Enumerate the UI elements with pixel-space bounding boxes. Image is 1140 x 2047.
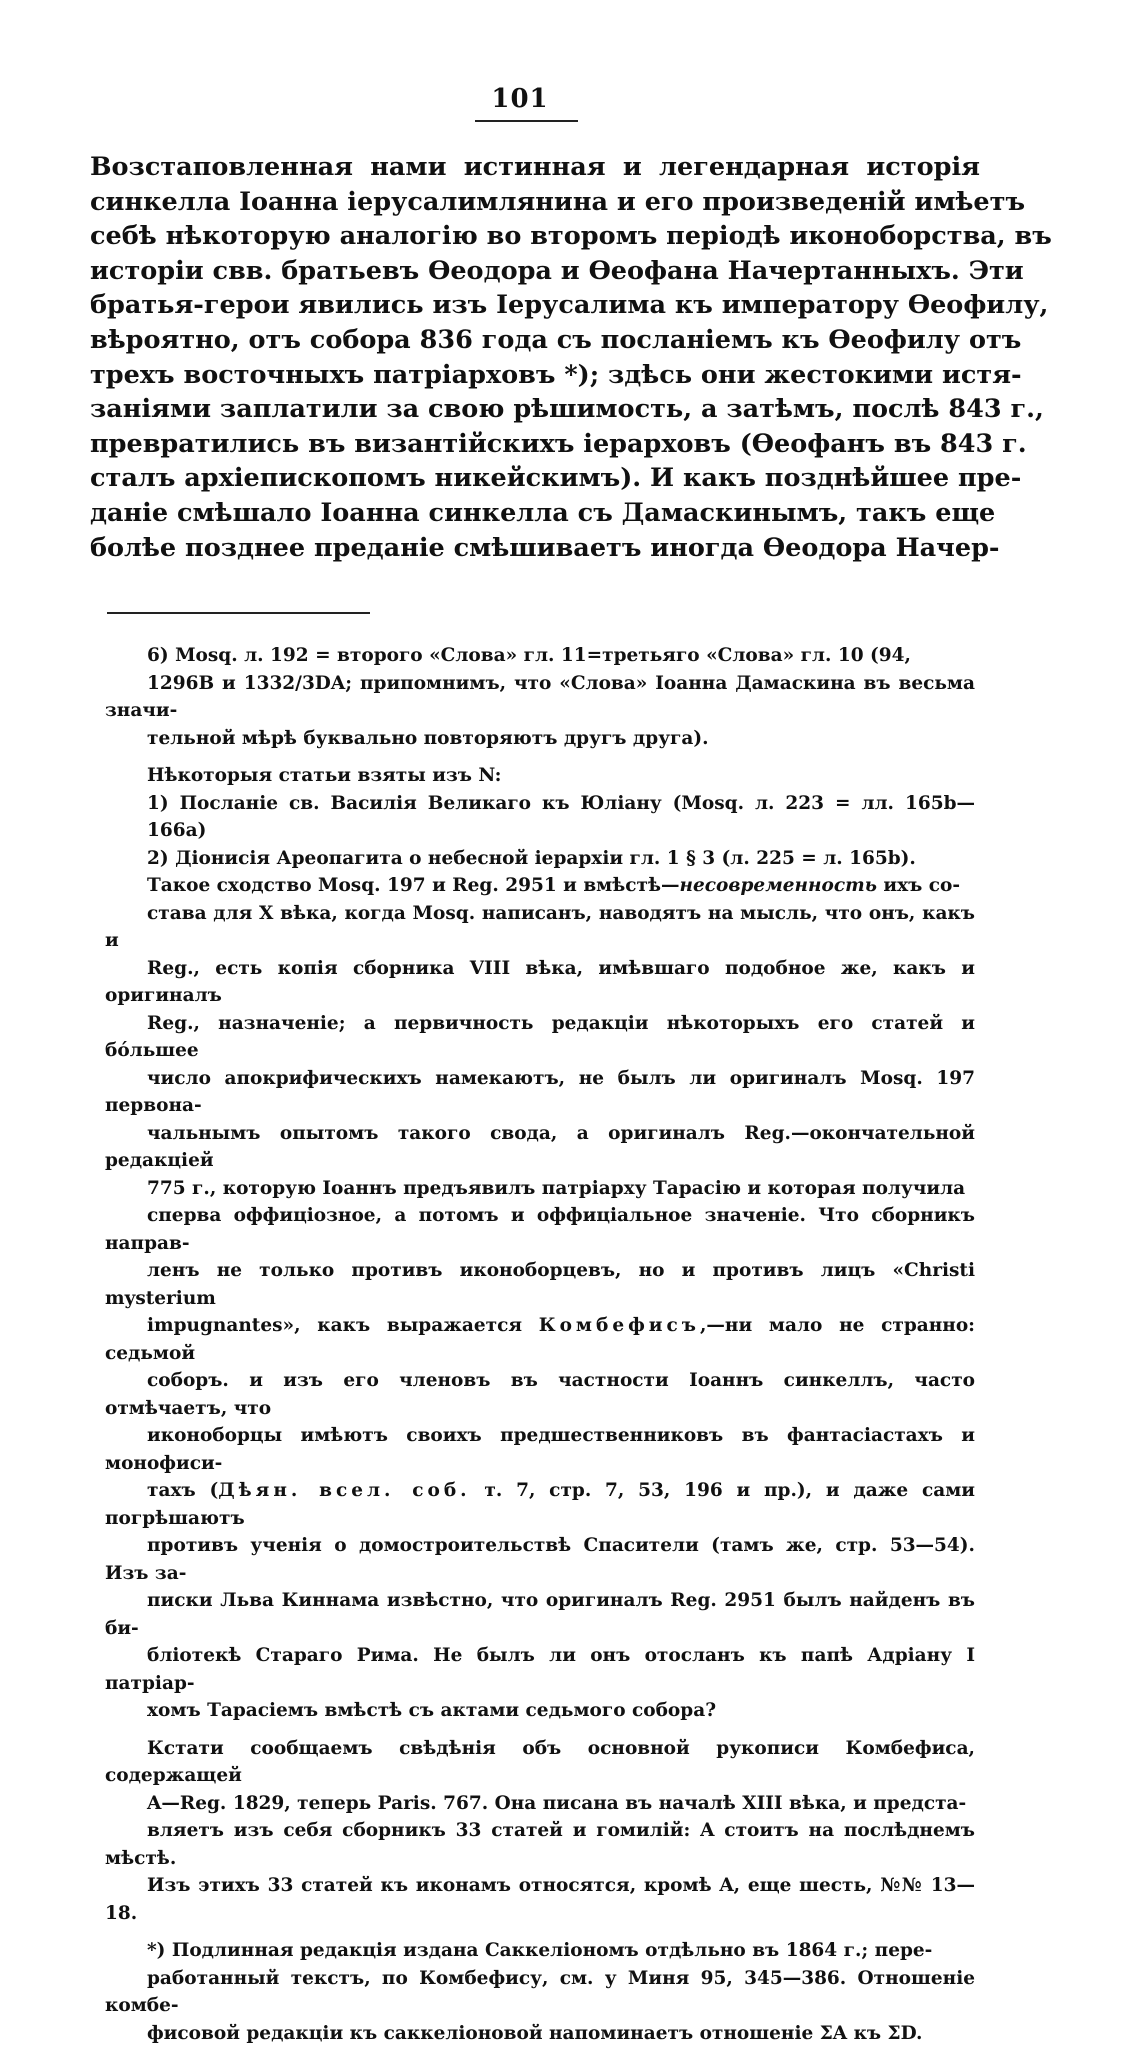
main-line: трехъ восточныхъ патріарховъ *); здѣсь они жестокими истя- — [90, 358, 980, 393]
articles-heading: Нѣкоторыя статьи взяты изъ N: — [105, 762, 975, 790]
text-run: ихъ со- — [877, 875, 960, 896]
main-line: братья-герои явились изъ Іерусалима къ императору Ѳеофилу, — [90, 288, 980, 323]
main-line: исторіи свв. братьевъ Ѳеодора и Ѳеофана Начертанныхъ. Эти — [90, 254, 980, 289]
emphasis-text: несовременность — [679, 875, 876, 896]
footnotes — [105, 642, 975, 2047]
note-line: число апокрифическихъ намекаютъ, не былъ ли оригиналъ Mosq. 197 первона- — [105, 1065, 975, 1120]
text-run: т. 7, стр. 7, 53, 196 и пр.), и даже сами погрѣшаютъ — [105, 1480, 975, 1529]
articles-list — [105, 790, 975, 873]
text-run: тахъ ( — [147, 1480, 218, 1501]
note-line: бліотекѣ Стараго Рима. Не былъ ли онъ отосланъ къ папѣ Адріану I патріар- — [105, 1642, 975, 1697]
page-number-rule — [475, 120, 578, 122]
page-number: 101 — [0, 84, 1040, 114]
note-line: тельной мѣрѣ буквально повторяютъ другъ друга). — [105, 725, 975, 753]
main-line: даніе смѣшало Іоанна синкелла съ Дамаскинымъ, такъ еще — [90, 496, 980, 531]
note-line: *) Подлинная редакція издана Саккеліономъ отдѣльно въ 1864 г.; пере- — [105, 1937, 975, 1965]
text-run: ,—ни мало не странно: седьмой — [105, 1315, 975, 1364]
note-line: става для X вѣка, когда Mosq. написанъ, наводятъ на мысль, что онъ, какъ и — [105, 900, 975, 955]
main-text — [90, 150, 980, 565]
note-line: 1296B и 1332/3DA; припомнимъ, что «Слова» Іоанна Дамаскина въ весьма значи- — [105, 670, 975, 725]
note-line: Reg., назначеніе; а первичность редакціи нѣкоторыхъ его статей и бóльшее — [105, 1010, 975, 1065]
main-line: превратились въ византійскихъ іерарховъ (Ѳеофанъ въ 843 г. — [90, 427, 980, 462]
note-line — [105, 872, 975, 900]
list-item: 2) Діонисія Ареопагита о небесной іерархіи гл. 1 § 3 (л. 225 = л. 165b). — [147, 845, 975, 873]
kombefis-paragraph — [105, 1735, 975, 1928]
note-line: ленъ не только противъ иконоборцевъ, но и противъ лицъ «Christi mysterium — [105, 1257, 975, 1312]
main-line: вѣроятно, отъ собора 836 года съ посланіемъ къ Ѳеофилу отъ — [90, 323, 980, 358]
footnote-6 — [105, 642, 975, 752]
spaced-citation: Дѣян. всел. соб. — [218, 1480, 470, 1501]
note-line: Кстати сообщаемъ свѣдѣнія объ основной рукописи Комбефиса, содержащей — [105, 1735, 975, 1790]
note-line: Reg., есть копія сборника VIII вѣка, имѣвшаго подобное же, какъ и оригиналъ — [105, 955, 975, 1010]
note-line — [105, 1312, 975, 1367]
note-line: фисовой редакціи къ саккеліоновой напоминаетъ отношеніе ΣA къ ΣD. — [105, 2020, 975, 2047]
list-item: 1) Посланіе св. Василія Великаго къ Юліану (Mosq. л. 223 = лл. 165b—166a) — [147, 790, 975, 845]
main-line: себѣ нѣкоторую аналогію во второмъ періодѣ иконоборства, въ — [90, 219, 980, 254]
note-line: чальнымъ опытомъ такого свода, а оригиналъ Reg.—окончательной редакціей — [105, 1120, 975, 1175]
main-line: сталъ архіепископомъ никейскимъ). И какъ позднѣйшее пре- — [90, 461, 980, 496]
note-line — [105, 1477, 975, 1532]
similarity-paragraph — [105, 872, 975, 1725]
note-line: иконоборцы имѣютъ своихъ предшественниковъ въ фантасіастахъ и монофиси- — [105, 1422, 975, 1477]
main-line: синкелла Іоанна іерусалимлянина и его произведеній имѣетъ — [90, 185, 980, 220]
footnote-separator — [107, 612, 370, 614]
note-line: 775 г., которую Іоаннъ предъявилъ патріарху Тарасію и которая получила — [105, 1175, 975, 1203]
note-line: 6) Mosq. л. 192 = второго «Слова» гл. 11=третьяго «Слова» гл. 10 (94, — [105, 642, 975, 670]
main-line: Возстаповленная нами истинная и легендарная исторія — [90, 150, 980, 185]
main-line: болѣе позднее преданіе смѣшиваетъ иногда Ѳеодора Начер- — [90, 531, 980, 566]
note-line: хомъ Тарасіемъ вмѣстѣ съ актами седьмого собора? — [105, 1697, 975, 1725]
note-line: A—Reg. 1829, теперь Paris. 767. Она писана въ началѣ XIII вѣка, и предста- — [105, 1790, 975, 1818]
note-line: вляетъ изъ себя сборникъ 33 статей и гомилій: A стоитъ на послѣднемъ мѣстѣ. — [105, 1817, 975, 1872]
text-run: impugnantes», какъ выражается — [147, 1315, 539, 1336]
note-line: противъ ученія о домостроительствѣ Спасители (тамъ же, стр. 53—54). Изъ за- — [105, 1532, 975, 1587]
spaced-name: Комбефисъ — [539, 1315, 700, 1336]
note-line: соборъ. и изъ его членовъ въ частности Іоаннъ синкеллъ, часто отмѣчаетъ, что — [105, 1367, 975, 1422]
asterisk-footnote — [105, 1937, 975, 2047]
note-line: Изъ этихъ 33 статей къ иконамъ относятся, кромѣ A, еще шесть, №№ 13—18. — [105, 1872, 975, 1927]
main-line: заніями заплатили за свою рѣшимость, а затѣмъ, послѣ 843 г., — [90, 392, 980, 427]
note-line: сперва оффиціозное, а потомъ и оффиціальное значеніе. Что сборникъ направ- — [105, 1202, 975, 1257]
text-run: Такое сходство Mosq. 197 и Reg. 2951 и вмѣстѣ— — [147, 875, 679, 896]
note-line: работанный текстъ, по Комбефису, см. у Миня 95, 345—386. Отношеніе комбе- — [105, 1965, 975, 2020]
note-line: писки Льва Киннама извѣстно, что оригиналъ Reg. 2951 былъ найденъ въ би- — [105, 1587, 975, 1642]
